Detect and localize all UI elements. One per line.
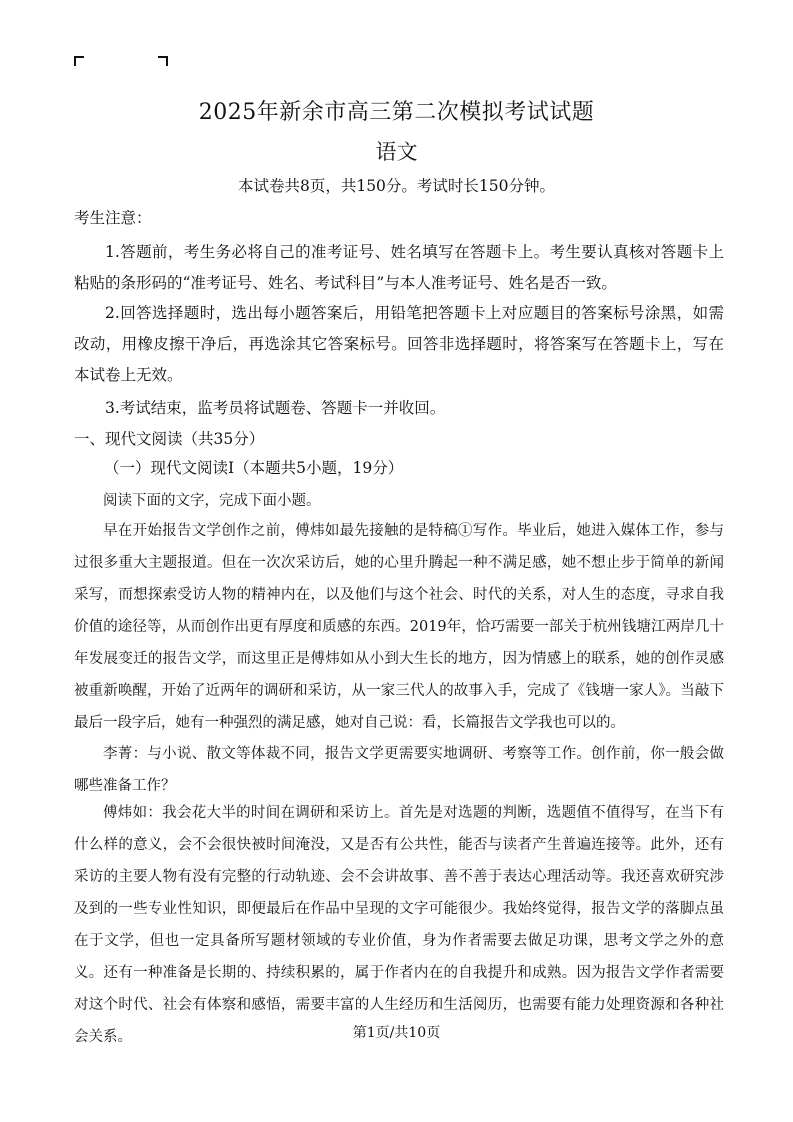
exam-title: 2025年新余市高三第二次模拟考试试题 [198, 100, 595, 125]
passage-paragraph: 傅炜如：我会花大半的时间在调研和采访上。首先是对选题的判断，选题值不值得写，在当下有什么样的意义，会不会很快被时间淹没，又是否有公共性，能否与读者产生普遍连接等。此外，还有采访的主要人物有没有完整的行动轨迹、会不会讲故事、善不善于表达心理活动等。我还喜欢研究涉及到的一些专业性知识，即便最后在作品中呈现的文字可能很少。我始终觉得，报告文学的落脚点虽在于文学，但也一定具备所写题材领域的专业价值，身为作者需要去做足功课，思考文学之外的意义。还有一种准备是长期的、持续积累的，属于作者内在的自我提升和成熟。因为报告文学作者需要对这个时代、社会有体察和感悟，需要丰富的人生经历和生活阅历，也需要有能力处理资源和各种社会关系。 [74, 805, 724, 1045]
passage-paragraph: 早在开始报告文学创作之前，傅炜如最先接触的是特稿①写作。毕业后，她进入媒体工作，参与过很多重大主题报道。但在一次次采访后，她的心里升腾起一种不满足感，她不想止步于简单的新闻采写，而想探索受访人物的精神内在，以及他们与这个社会、时代的关系，对人生的态度，寻求自我价值的途径等，从而创作出更有厚度和质感的东西。2019年，恰巧需要一部关于杭州钱塘江两岸几十年发展变迁的报告文学，而这里正是傅炜如从小到大生长的地方，因为情感上的联系，她的创作灵感被重新唤醒，开始了近两年的调研和采访，从一家三代人的故事入手，完成了《钱塘一家人》。当敲下最后一段字后，她有一种强烈的满足感，她对自己说：看，长篇报告文学我也可以的。 [74, 523, 724, 731]
passage-paragraph: 李菁：与小说、散文等体裁不同，报告文学更需要实地调研、考察等工作。创作前，你一般会做哪些准备工作？ [74, 746, 724, 794]
notice-item-1: 1.答题前，考生务必将自己的准考证号、姓名填写在答题卡上。考生要认真核对答题卡上粘贴的条形码的“准考证号、姓名、考试科目”与本人准考证号、姓名是否一致。 [74, 243, 724, 292]
subject-title: 语文 [375, 140, 418, 164]
corner-mark-right [158, 56, 168, 66]
reading-instruction: 阅读下面的文字，完成下面小题。 [103, 493, 321, 509]
corner-mark-left [74, 56, 84, 66]
exam-info: 本试卷共8页，共150分。考试时长150分钟。 [237, 177, 556, 195]
section-title: 一、现代文阅读（共35分） [74, 430, 265, 448]
notice-item-3: 3.考试结束，监考员将试题卷、答题卡一并收回。 [105, 399, 446, 417]
page-number: 第1页/共10页 [352, 1025, 441, 1041]
notice-item-2: 2.回答选择题时，选出每小题答案后，用铅笔把答题卡上对应题目的答案标号涂黑，如需改动，用橡皮擦干净后，再选涂其它答案标号。回答非选择题时，将答案写在答题卡上，写在本试卷上无效。 [74, 304, 724, 384]
notice-heading: 考生注意： [74, 209, 152, 227]
subsection-title: （一）现代文阅读Ⅰ（本题共5小题，19分） [104, 459, 404, 477]
